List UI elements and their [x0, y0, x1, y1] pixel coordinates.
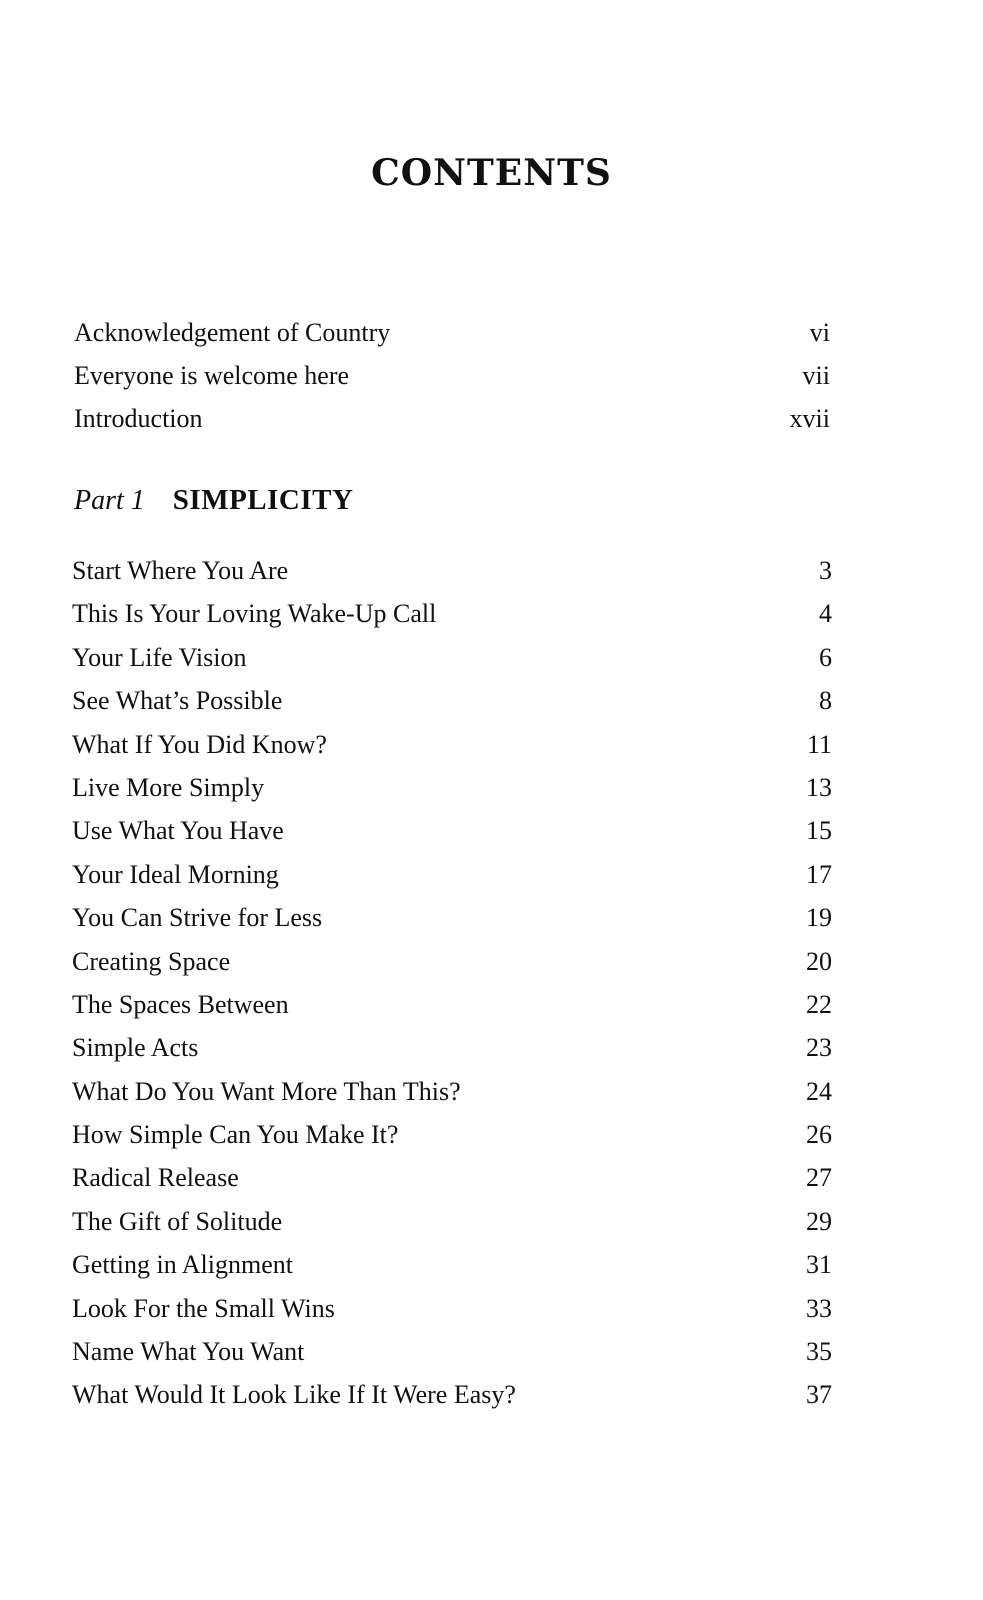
entry-page: 15	[806, 816, 832, 846]
part-title: SIMPLICITY	[172, 484, 354, 516]
entry-page: 26	[806, 1120, 832, 1150]
entry-title: Acknowledgement of Country	[74, 318, 391, 347]
toc-entry[interactable]	[72, 1250, 832, 1293]
chapter-list	[72, 556, 832, 1424]
entry-title: The Gift of Solitude	[72, 1206, 283, 1236]
toc-entry[interactable]	[72, 1077, 832, 1120]
entry-title: Simple Acts	[72, 1033, 199, 1063]
toc-entry[interactable]	[72, 860, 832, 903]
toc-entry[interactable]	[72, 1120, 832, 1163]
entry-title: Live More Simply	[72, 772, 265, 802]
entry-page: 37	[806, 1380, 832, 1410]
front-matter-list	[74, 318, 830, 447]
entry-page: 24	[806, 1076, 832, 1106]
entry-page: 13	[806, 772, 832, 802]
entry-page: 23	[806, 1033, 832, 1063]
toc-entry[interactable]	[72, 773, 832, 816]
toc-entry[interactable]	[72, 1294, 832, 1337]
entry-title: Radical Release	[72, 1163, 239, 1193]
toc-entry[interactable]	[72, 730, 832, 773]
toc-entry[interactable]	[72, 556, 832, 599]
entry-title: Your Life Vision	[72, 642, 247, 672]
entry-title: Start Where You Are	[72, 556, 289, 585]
toc-entry[interactable]	[72, 990, 832, 1033]
entry-title: Getting in Alignment	[72, 1250, 293, 1280]
entry-title: Look For the Small Wins	[72, 1293, 335, 1323]
toc-entry[interactable]	[72, 947, 832, 990]
toc-entry[interactable]	[72, 816, 832, 859]
entry-page: 8	[819, 686, 832, 716]
entry-page: 11	[806, 729, 832, 759]
entry-page: 4	[819, 599, 832, 629]
toc-entry[interactable]	[72, 1337, 832, 1380]
entry-title: This Is Your Loving Wake-Up Call	[72, 599, 437, 629]
entry-title: Creating Space	[72, 946, 231, 976]
entry-page: 19	[806, 903, 832, 933]
entry-title: Name What You Want	[72, 1337, 305, 1367]
entry-title: What If You Did Know?	[72, 729, 327, 759]
toc-entry[interactable]	[72, 643, 832, 686]
entry-page: 29	[806, 1206, 832, 1236]
entry-page: 3	[819, 556, 832, 585]
entry-page: 31	[806, 1250, 832, 1280]
entry-page: 33	[806, 1293, 832, 1323]
toc-entry[interactable]	[72, 686, 832, 729]
entry-page: vi	[809, 318, 830, 347]
entry-title: Everyone is welcome here	[74, 361, 350, 390]
entry-title: Introduction	[74, 404, 203, 433]
entry-page: vii	[802, 361, 830, 390]
entry-page: 22	[806, 989, 832, 1019]
entry-page: xvii	[789, 404, 830, 433]
entry-title: What Would It Look Like If It Were Easy?	[72, 1380, 516, 1410]
toc-entry[interactable]	[74, 404, 830, 447]
toc-entry[interactable]	[72, 599, 832, 642]
entry-page: 6	[819, 642, 832, 672]
part-heading	[74, 484, 830, 517]
toc-entry[interactable]	[72, 1163, 832, 1206]
entry-title: What Do You Want More Than This?	[72, 1076, 461, 1106]
entry-title: See What’s Possible	[72, 686, 283, 716]
entry-page: 17	[806, 859, 832, 889]
toc-entry[interactable]	[72, 1380, 832, 1423]
entry-title: Your Ideal Morning	[72, 859, 279, 889]
part-label: Part 1	[74, 485, 145, 516]
entry-title: You Can Strive for Less	[72, 903, 323, 933]
toc-entry[interactable]	[72, 1207, 832, 1250]
entry-title: How Simple Can You Make It?	[72, 1120, 399, 1150]
entry-title: Use What You Have	[72, 816, 284, 846]
entry-page: 35	[806, 1337, 832, 1367]
toc-entry[interactable]	[74, 361, 830, 404]
entry-page: 27	[806, 1163, 832, 1193]
entry-page: 20	[806, 946, 832, 976]
entry-title: The Spaces Between	[72, 989, 289, 1019]
toc-entry[interactable]	[74, 318, 830, 361]
toc-entry[interactable]	[72, 903, 832, 946]
toc-entry[interactable]	[72, 1033, 832, 1076]
page-title: CONTENTS	[371, 152, 612, 194]
